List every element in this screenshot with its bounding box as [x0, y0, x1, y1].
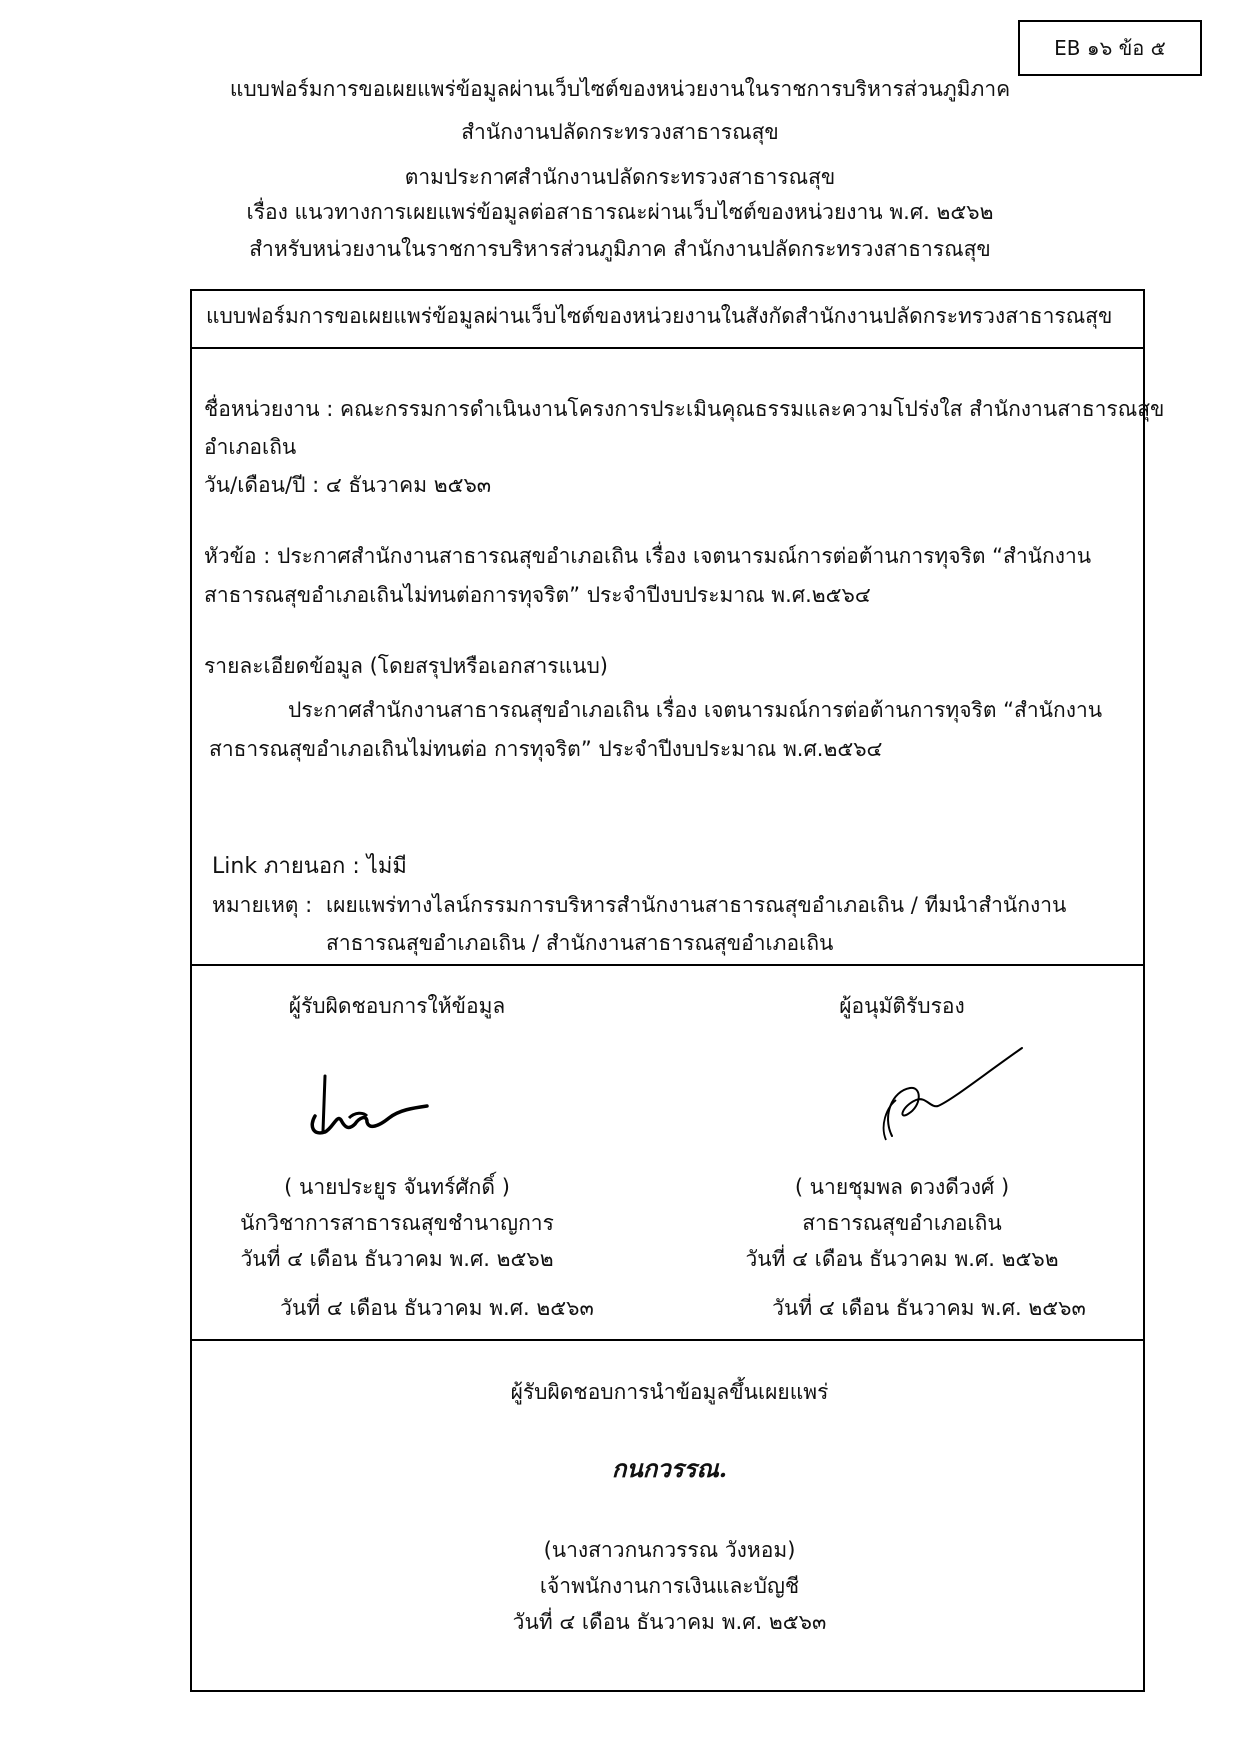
note-label: หมายเหตุ :	[212, 893, 313, 917]
provider-date-old: วันที่ ๔ เดือน ธันวาคม พ.ศ. ๒๕๖๒	[240, 1247, 554, 1271]
provider-position: นักวิชาการสาธารณสุขชำนาญการ	[240, 1211, 554, 1235]
divider	[192, 1339, 1143, 1341]
topic-line-1: หัวข้อ : ประกาศสำนักงานสาธารณสุขอำเภอเถิน เรื่อง เจตนารมณ์การต่อต้านการทุจริต “สำนักงาน	[204, 544, 1092, 568]
header-line-5: สำหรับหน่วยงานในราชการบริหารส่วนภูมิภาค สำนักงานปลัดกระทรวงสาธารณสุข	[249, 237, 991, 261]
publisher-date: วันที่ ๔ เดือน ธันวาคม พ.ศ. ๒๕๖๓	[512, 1610, 827, 1634]
date-line: วัน/เดือน/ปี : ๔ ธันวาคม ๒๕๖๓	[204, 473, 492, 497]
form-code: EB ๑๖ ข้อ ๕	[1054, 36, 1166, 60]
detail-label: รายละเอียดข้อมูล (โดยสรุปหรือเอกสารแนบ)	[204, 654, 608, 678]
provider-date: วันที่ ๔ เดือน ธันวาคม พ.ศ. ๒๕๖๓	[280, 1296, 594, 1320]
detail-line-2: สาธารณสุขอำเภอเถินไม่ทนต่อ การทุจริต” ประจำปีงบประมาณ พ.ศ.๒๕๖๔	[209, 737, 883, 761]
detail-line-1: ประกาศสำนักงานสาธารณสุขอำเภอเถิน เรื่อง เจตนารมณ์การต่อต้านการทุจริต “สำนักงาน	[288, 698, 1103, 722]
approver-heading: ผู้อนุมัติรับรอง	[839, 994, 965, 1018]
unit-name-line-2: อำเภอเถิน	[204, 435, 297, 459]
header-line-1: แบบฟอร์มการขอเผยแพร่ข้อมูลผ่านเว็บไซต์ของหน่วยงานในราชการบริหารส่วนภูมิภาค	[229, 77, 1011, 101]
divider	[192, 964, 1143, 966]
form-table	[190, 289, 1165, 1692]
provider-signature	[297, 1056, 437, 1146]
note-line-2: สาธารณสุขอำเภอเถิน / สำนักงานสาธารณสุขอำเภอเถิน	[326, 931, 834, 955]
header-line-2: สำนักงานปลัดกระทรวงสาธารณสุข	[461, 120, 779, 144]
header-line-4: เรื่อง แนวทางการเผยแพร่ข้อมูลต่อสาธารณะผ่านเว็บไซต์ของหน่วยงาน พ.ศ. ๒๕๖๒	[246, 200, 994, 224]
provider-name: ( นายประยูร จันทร์ศักดิ์ )	[284, 1175, 510, 1199]
publisher-position: เจ้าพนักงานการเงินและบัญชี	[539, 1574, 800, 1598]
provider-heading: ผู้รับผิดชอบการให้ข้อมูล	[288, 994, 506, 1018]
form-code-box	[1018, 20, 1202, 76]
approver-position: สาธารณสุขอำเภอเถิน	[802, 1211, 1002, 1235]
unit-name-line-1: ชื่อหน่วยงาน : คณะกรรมการดำเนินงานโครงการประเมินคุณธรรมและความโปร่งใส สำนักงานสาธารณสุข	[204, 397, 1165, 421]
publisher-name: (นางสาวกนกวรรณ วังหอม)	[543, 1538, 796, 1562]
external-link-line: Link ภายนอก : ไม่มี	[212, 854, 407, 879]
approver-name: ( นายชุมพล ดวงดีวงศ์ )	[794, 1175, 1010, 1199]
publisher-signature: กนกวรรณ.	[611, 1454, 728, 1483]
approver-signature	[872, 1036, 1032, 1146]
divider	[192, 347, 1143, 349]
topic-line-2: สาธารณสุขอำเภอเถินไม่ทนต่อการทุจริต” ประจำปีงบประมาณ พ.ศ.๒๕๖๔	[204, 583, 871, 607]
publisher-heading: ผู้รับผิดชอบการนำข้อมูลขึ้นเผยแพร่	[510, 1380, 829, 1404]
form-title: แบบฟอร์มการขอเผยแพร่ข้อมูลผ่านเว็บไซต์ของหน่วยงานในสังกัดสำนักงานปลัดกระทรวงสาธารณสุข	[206, 304, 1113, 328]
header-line-3: ตามประกาศสำนักงานปลัดกระทรวงสาธารณสุข	[404, 165, 836, 189]
approver-date-old: วันที่ ๔ เดือน ธันวาคม พ.ศ. ๒๕๖๒	[745, 1247, 1059, 1271]
approver-date: วันที่ ๔ เดือน ธันวาคม พ.ศ. ๒๕๖๓	[772, 1296, 1086, 1320]
note-line-1: เผยแพร่ทางไลน์กรรมการบริหารสำนักงานสาธารณสุขอำเภอเถิน / ทีมนำสำนักงาน	[326, 893, 1067, 917]
